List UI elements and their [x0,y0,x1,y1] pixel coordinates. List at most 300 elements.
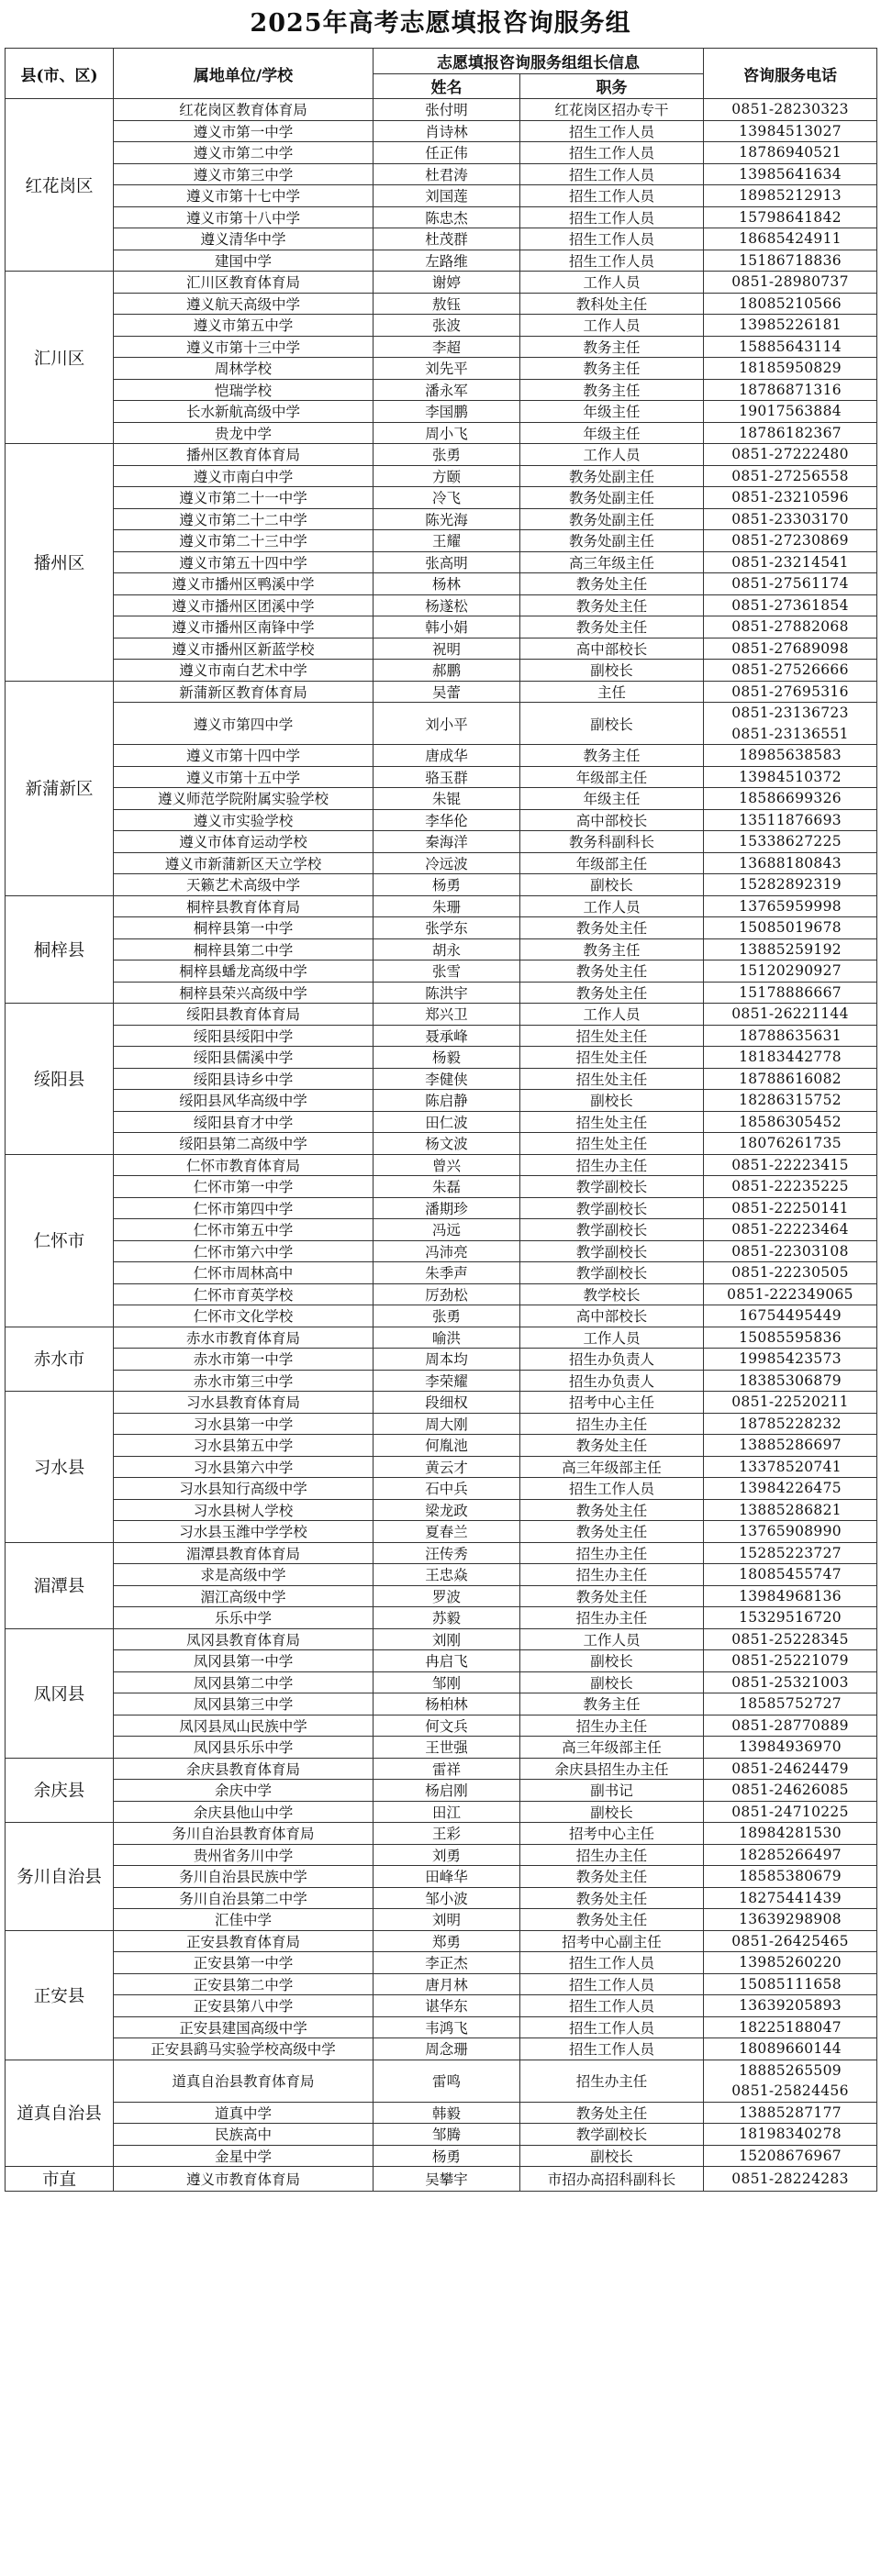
position-cell: 招生工作人员 [520,206,704,228]
phone-number: 0851-27882068 [731,618,849,636]
position-cell: 教科处主任 [520,293,704,315]
phone-number: 0851-27361854 [731,596,849,614]
table-row [6,960,877,983]
phone-number: 13639205893 [739,1997,842,2015]
name-cell: 石中兵 [374,1478,520,1500]
position-cell: 工作人员 [520,1327,704,1349]
unit-cell: 遵义市第十八中学 [114,206,374,228]
name-cell: 田峰华 [374,1866,520,1888]
name-cell: 朱珊 [374,895,520,917]
table-row [6,831,877,853]
phone-number: 0851-23136551 [731,725,849,742]
table-row [6,1758,877,1780]
phone-cell [704,1047,877,1069]
table-row [6,874,877,896]
phone-number: 0851-23303170 [731,510,849,527]
phone-number: 15085111658 [739,1975,842,1993]
name-cell: 刘勇 [374,1844,520,1866]
phone-cell [704,594,877,616]
unit-cell: 赤水市教育体育局 [114,1327,374,1349]
header-group-info: 志愿填报咨询服务组组长信息 [374,49,704,74]
table-row [6,766,877,788]
phone-number: 13985641634 [739,165,842,183]
table-row [6,1499,877,1521]
unit-cell: 遵义市第二十三中学 [114,530,374,552]
unit-cell: 凤冈县凤山民族中学 [114,1715,374,1737]
phone-number: 19985423573 [739,1350,842,1368]
table-row [6,616,877,638]
phone-cell [704,1349,877,1371]
position-cell: 高中部校长 [520,1305,704,1327]
position-cell: 招生办负责人 [520,1370,704,1392]
unit-cell: 遵义市新蒲新区天立学校 [114,852,374,874]
phone-cell [704,2016,877,2038]
name-cell: 杨毅 [374,1047,520,1069]
position-cell: 高三年级部主任 [520,1456,704,1478]
table-row [6,401,877,423]
name-cell: 陈光海 [374,508,520,530]
position-cell: 教务处主任 [520,616,704,638]
name-cell: 王彩 [374,1823,520,1845]
table-row [6,1542,877,1564]
name-cell: 方颐 [374,465,520,487]
unit-cell: 凤冈县乐乐中学 [114,1737,374,1759]
phone-number: 13984968136 [739,1587,842,1604]
phone-cell [704,1370,877,1392]
position-cell: 教务处主任 [520,2102,704,2124]
position-cell: 工作人员 [520,444,704,466]
phone-cell [704,1305,877,1327]
position-cell: 教务处副主任 [520,487,704,509]
unit-cell: 遵义市播州区南锋中学 [114,616,374,638]
name-cell: 王世强 [374,1737,520,1759]
unit-cell: 赤水市第三中学 [114,1370,374,1392]
phone-cell [704,358,877,380]
phone-cell [704,766,877,788]
table-row [6,2060,877,2102]
phone-cell [704,1866,877,1888]
phone-number: 13984936970 [739,1738,842,1756]
phone-number: 15186718836 [739,251,842,269]
name-cell: 聂承峰 [374,1025,520,1047]
page-title: 2025年高考志愿填报咨询服务组 [250,9,631,38]
phone-cell [704,487,877,509]
name-cell: 郝鹏 [374,660,520,682]
county-cell: 汇川区 [6,272,114,444]
table-row [6,660,877,682]
name-cell: 肖诗林 [374,120,520,142]
name-cell: 梁龙政 [374,1499,520,1521]
name-cell: 谢婷 [374,272,520,294]
table-row [6,1111,877,1133]
phone-number: 18586305452 [739,1113,842,1130]
unit-cell: 仁怀市教育体育局 [114,1154,374,1176]
header-unit: 属地单位/学校 [114,49,374,99]
phone-number: 0851-23136723 [731,705,849,721]
phone-number: 15085019678 [739,919,842,937]
unit-cell: 求是高级中学 [114,1564,374,1586]
phone-cell [704,1780,877,1802]
table-row [6,2038,877,2060]
phone-number: 0851-22303108 [731,1242,849,1260]
table-row [6,142,877,164]
phone-cell [704,660,877,682]
name-cell: 冯远 [374,1219,520,1241]
table-row [6,379,877,401]
table-row [6,594,877,616]
name-cell: 左路维 [374,250,520,272]
phone-number: 13984510372 [739,768,842,785]
position-cell: 教务主任 [520,745,704,767]
position-cell: 工作人员 [520,1628,704,1650]
phone-cell [704,1823,877,1845]
phone-number: 18085210566 [739,294,842,312]
unit-cell: 凤冈县第三中学 [114,1693,374,1715]
phone-number: 0851-25221079 [731,1652,849,1670]
phone-number: 15329516720 [739,1609,842,1627]
name-cell: 李健侠 [374,1068,520,1090]
unit-cell: 遵义市南白中学 [114,465,374,487]
name-cell: 刘国莲 [374,185,520,207]
phone-number: 0851-24710225 [731,1803,849,1820]
name-cell: 黄云才 [374,1456,520,1478]
table-row [6,1456,877,1478]
phone-number: 0851-22520211 [731,1393,849,1411]
position-cell: 教学校长 [520,1283,704,1305]
table-row [6,2102,877,2124]
phone-number: 13765959998 [739,897,842,915]
position-cell: 教务处主任 [520,1866,704,1888]
name-cell: 雷鸣 [374,2060,520,2102]
phone-cell [704,422,877,444]
table-row [6,551,877,573]
position-cell: 招生工作人员 [520,120,704,142]
table-row [6,1392,877,1414]
unit-cell: 遵义市第三中学 [114,163,374,185]
unit-cell: 习水县玉潍中学学校 [114,1521,374,1543]
phone-cell [704,831,877,853]
unit-cell: 道真自治县教育体育局 [114,2060,374,2102]
unit-cell: 红花岗区教育体育局 [114,99,374,121]
name-cell: 潘永军 [374,379,520,401]
unit-cell: 仁怀市第六中学 [114,1240,374,1262]
position-cell: 招生处主任 [520,1133,704,1155]
unit-cell: 正安县建国高级中学 [114,2016,374,2038]
unit-cell: 湄江高级中学 [114,1585,374,1607]
phone-cell [704,206,877,228]
name-cell: 邹小波 [374,1887,520,1909]
phone-number: 13984513027 [739,122,842,139]
unit-cell: 乐乐中学 [114,1607,374,1629]
name-cell: 郑勇 [374,1930,520,1952]
table-row [6,315,877,337]
unit-cell: 桐梓县荣兴高级中学 [114,982,374,1004]
table-row [6,1154,877,1176]
unit-cell: 务川自治县民族中学 [114,1866,374,1888]
phone-number: 0851-28230323 [731,101,849,118]
unit-cell: 绥阳县诗乡中学 [114,1068,374,1090]
phone-number: 18183442778 [739,1049,842,1066]
phone-number: 18185950829 [739,360,842,377]
table-row [6,938,877,960]
county-cell: 习水县 [6,1392,114,1543]
table-row [6,444,877,466]
position-cell: 教务主任 [520,336,704,358]
phone-cell [704,508,877,530]
name-cell: 李荣耀 [374,1370,520,1392]
phone-number: 19017563884 [739,403,842,420]
unit-cell: 遵义市第十五中学 [114,766,374,788]
table-row [6,1952,877,1974]
position-cell: 招生工作人员 [520,142,704,164]
table-row [6,422,877,444]
table-row [6,2016,877,2038]
name-cell: 陈启静 [374,1090,520,1112]
name-cell: 冉启飞 [374,1650,520,1672]
table-row [6,465,877,487]
phone-cell [704,1413,877,1435]
phone-number: 15085595836 [739,1328,842,1346]
position-cell: 招生工作人员 [520,1952,704,1974]
name-cell: 段细权 [374,1392,520,1414]
phone-cell [704,120,877,142]
phone-number: 0851-222349065 [727,1285,853,1303]
phone-cell [704,895,877,917]
phone-number: 13765908990 [739,1523,842,1540]
position-cell: 红花岗区招办专干 [520,99,704,121]
phone-cell [704,1111,877,1133]
name-cell: 李超 [374,336,520,358]
position-cell: 教务主任 [520,358,704,380]
phone-number: 18198340278 [739,2126,842,2143]
phone-cell [704,530,877,552]
position-cell: 教务处副主任 [520,530,704,552]
table-row [6,487,877,509]
table-row [6,1909,877,1931]
county-cell: 绥阳县 [6,1004,114,1155]
phone-number: 18089660144 [739,2040,842,2058]
phone-number: 15208676967 [739,2147,842,2164]
table-row [6,1823,877,1845]
phone-number: 18985212913 [739,187,842,205]
unit-cell: 务川自治县教育体育局 [114,1823,374,1845]
unit-cell: 长水新航高级中学 [114,401,374,423]
position-cell: 年级主任 [520,788,704,810]
phone-cell [704,1456,877,1478]
phone-number: 13688180843 [739,854,842,872]
unit-cell: 建国中学 [114,250,374,272]
name-cell: 冷远波 [374,852,520,874]
name-cell: 杜君涛 [374,163,520,185]
position-cell: 副校长 [520,1650,704,1672]
table-row [6,1133,877,1155]
name-cell: 刘先平 [374,358,520,380]
table-row [6,1650,877,1672]
unit-cell: 遵义市实验学校 [114,809,374,831]
unit-cell: 桐梓县蟠龙高级中学 [114,960,374,983]
name-cell: 雷祥 [374,1758,520,1780]
name-cell: 杨柏林 [374,1693,520,1715]
unit-cell: 遵义清华中学 [114,228,374,250]
position-cell: 招生办主任 [520,1564,704,1586]
table-row [6,2124,877,2146]
position-cell: 招生工作人员 [520,185,704,207]
phone-number: 0851-22250141 [731,1199,849,1216]
phone-number: 13885286821 [739,1501,842,1518]
name-cell: 曾兴 [374,1154,520,1176]
phone-cell [704,616,877,638]
table-row [6,358,877,380]
position-cell: 教务处主任 [520,573,704,595]
phone-number: 18788635631 [739,1027,842,1044]
position-cell: 教务处主任 [520,1435,704,1457]
name-cell: 王忠焱 [374,1564,520,1586]
phone-cell [704,228,877,250]
position-cell: 教学副校长 [520,1197,704,1219]
position-cell: 招考中心主任 [520,1823,704,1845]
position-cell: 教务处副主任 [520,465,704,487]
table-row [6,1671,877,1693]
position-cell: 副校长 [520,1801,704,1823]
phone-number: 18984281530 [739,1825,842,1842]
phone-cell [704,2038,877,2060]
phone-number: 18786940521 [739,144,842,161]
unit-cell: 余庆县他山中学 [114,1801,374,1823]
position-cell: 高中部校长 [520,638,704,660]
county-cell: 正安县 [6,1930,114,2060]
phone-number: 0851-28224283 [731,2171,849,2187]
phone-cell [704,1219,877,1241]
name-cell: 谌华东 [374,1995,520,2017]
phone-number: 0851-23214541 [731,553,849,571]
position-cell: 年级主任 [520,401,704,423]
name-cell: 李国鹏 [374,401,520,423]
name-cell: 冯沛亮 [374,1240,520,1262]
table-row [6,1737,877,1759]
table-row [6,1025,877,1047]
phone-number: 13511876693 [739,811,842,828]
name-cell: 吴蕾 [374,681,520,703]
position-cell: 年级部主任 [520,852,704,874]
name-cell: 何胤池 [374,1435,520,1457]
unit-cell: 绥阳县风华高级中学 [114,1090,374,1112]
table-row [6,1413,877,1435]
phone-cell [704,1542,877,1564]
unit-cell: 习水县知行高级中学 [114,1478,374,1500]
phone-number: 18585752727 [739,1695,842,1713]
position-cell: 招生处主任 [520,1025,704,1047]
unit-cell: 绥阳县儒溪中学 [114,1047,374,1069]
table-row [6,788,877,810]
unit-cell: 习水县第六中学 [114,1456,374,1478]
phone-cell [704,1499,877,1521]
phone-number: 15178886667 [739,983,842,1001]
name-cell: 陈忠杰 [374,206,520,228]
phone-number: 0851-24624479 [731,1760,849,1777]
unit-cell: 仁怀市文化学校 [114,1305,374,1327]
unit-cell: 贵龙中学 [114,422,374,444]
name-cell: 郑兴卫 [374,1004,520,1026]
phone-number: 0851-28770889 [731,1716,849,1734]
phone-cell [704,1133,877,1155]
name-cell: 朱锟 [374,788,520,810]
position-cell: 招生办主任 [520,2060,704,2102]
phone-cell [704,250,877,272]
name-cell: 刘小平 [374,703,520,745]
position-cell: 教务科副科长 [520,831,704,853]
position-cell: 招生处主任 [520,1111,704,1133]
table-row [6,508,877,530]
position-cell: 招生工作人员 [520,1995,704,2017]
table-row [6,1866,877,1888]
unit-cell: 仁怀市周林高中 [114,1262,374,1284]
unit-cell: 正安县教育体育局 [114,1930,374,1952]
table-row [6,1068,877,1090]
table-row [6,2167,877,2192]
position-cell: 副校长 [520,874,704,896]
unit-cell: 湄潭县教育体育局 [114,1542,374,1564]
position-cell: 招生办主任 [520,1542,704,1564]
name-cell: 骆玉群 [374,766,520,788]
county-cell: 凤冈县 [6,1628,114,1758]
phone-number: 16754495449 [739,1307,842,1325]
position-cell: 招考中心主任 [520,1392,704,1414]
phone-cell [704,1650,877,1672]
phone-cell [704,703,877,745]
name-cell: 罗波 [374,1585,520,1607]
unit-cell: 绥阳县第二高级中学 [114,1133,374,1155]
unit-cell: 恺瑞学校 [114,379,374,401]
unit-cell: 遵义市第十七中学 [114,185,374,207]
phone-cell [704,1283,877,1305]
unit-cell: 桐梓县第一中学 [114,917,374,939]
unit-cell: 绥阳县教育体育局 [114,1004,374,1026]
unit-cell: 正安县第八中学 [114,1995,374,2017]
position-cell: 招生工作人员 [520,1973,704,1995]
name-cell: 朱磊 [374,1176,520,1198]
table-row [6,1585,877,1607]
phone-number: 18286315752 [739,1092,842,1109]
phone-cell [704,745,877,767]
unit-cell: 遵义市第十四中学 [114,745,374,767]
name-cell: 刘明 [374,1909,520,1931]
table-row [6,228,877,250]
phone-number: 0851-27695316 [731,683,849,700]
name-cell: 田江 [374,1801,520,1823]
table-row [6,1995,877,2017]
unit-cell: 仁怀市第四中学 [114,1197,374,1219]
phone-cell [704,1262,877,1284]
table-row [6,1262,877,1284]
phone-cell [704,1154,877,1176]
position-cell: 招生工作人员 [520,163,704,185]
phone-cell [704,917,877,939]
position-cell: 教学副校长 [520,1176,704,1198]
name-cell: 唐成华 [374,745,520,767]
phone-number: 18586699326 [739,790,842,807]
position-cell: 高三年级部主任 [520,1737,704,1759]
county-cell: 新蒲新区 [6,681,114,895]
name-cell: 秦海洋 [374,831,520,853]
name-cell: 厉劲松 [374,1283,520,1305]
unit-cell: 务川自治县第二中学 [114,1887,374,1909]
unit-cell: 遵义市第五十四中学 [114,551,374,573]
header-county: 县(市、区) [6,49,114,99]
position-cell: 教务处主任 [520,1521,704,1543]
unit-cell: 凤冈县第二中学 [114,1671,374,1693]
phone-number: 0851-22223415 [731,1156,849,1173]
phone-cell [704,1564,877,1586]
